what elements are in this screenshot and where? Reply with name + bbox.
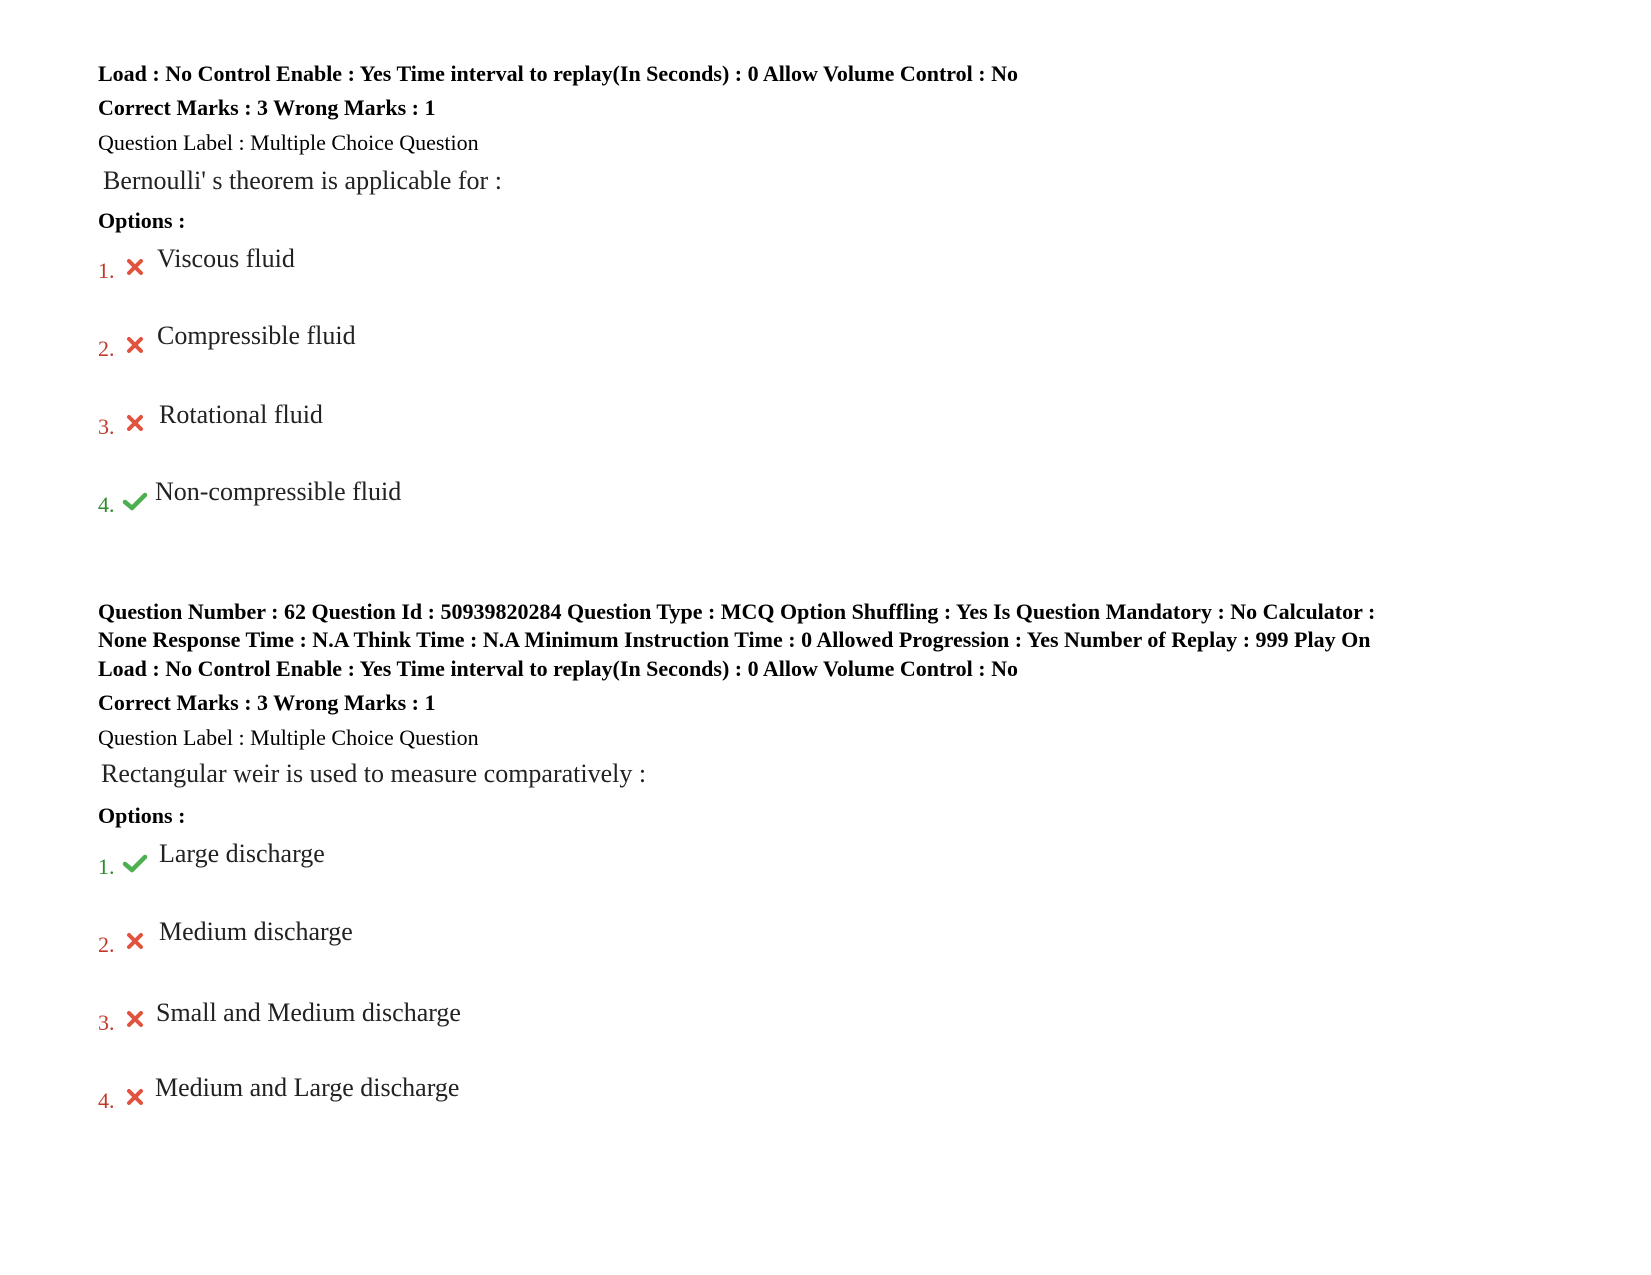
option-number: 4. bbox=[98, 492, 115, 517]
question-meta-line: Load : No Control Enable : Yes Time interval to replay(In Seconds) : 0 Allow Volume Control : No bbox=[98, 61, 1018, 86]
question-label: Question Label : Multiple Choice Question bbox=[98, 725, 479, 750]
option-number: 2. bbox=[98, 932, 115, 957]
option-text: Compressible fluid bbox=[157, 321, 356, 350]
option-number: 4. bbox=[98, 1088, 115, 1113]
option-text: Viscous fluid bbox=[157, 244, 295, 273]
option-number: 1. bbox=[98, 258, 115, 283]
question-label: Question Label : Multiple Choice Question bbox=[98, 130, 479, 155]
question-text: Rectangular weir is used to measure comparatively : bbox=[101, 759, 647, 788]
marks-line: Correct Marks : 3 Wrong Marks : 1 bbox=[98, 690, 436, 715]
option-number: 2. bbox=[98, 336, 115, 361]
option-text: Non-compressible fluid bbox=[155, 477, 402, 506]
question-text: Bernoulli' s theorem is applicable for : bbox=[103, 166, 502, 195]
option-text: Medium and Large discharge bbox=[155, 1073, 460, 1102]
options-title: Options : bbox=[98, 208, 186, 233]
option-number: 1. bbox=[98, 854, 115, 879]
check-icon bbox=[122, 490, 148, 512]
option-text: Rotational fluid bbox=[159, 400, 323, 429]
marks-line: Correct Marks : 3 Wrong Marks : 1 bbox=[98, 95, 436, 120]
cross-icon bbox=[124, 256, 146, 278]
question-meta-line: Load : No Control Enable : Yes Time interval to replay(In Seconds) : 0 Allow Volume Control : No bbox=[98, 656, 1018, 681]
check-icon bbox=[122, 852, 148, 874]
cross-icon bbox=[124, 1086, 146, 1108]
cross-icon bbox=[124, 412, 146, 434]
cross-icon bbox=[124, 930, 146, 952]
question-meta-line: None Response Time : N.A Think Time : N.A Minimum Instruction Time : 0 Allowed Progression : Yes Number of Replay : 999 Play On bbox=[98, 627, 1371, 652]
option-number: 3. bbox=[98, 414, 115, 439]
option-text: Medium discharge bbox=[159, 917, 353, 946]
option-number: 3. bbox=[98, 1010, 115, 1035]
option-text: Large discharge bbox=[159, 839, 325, 868]
question-meta-line: Question Number : 62 Question Id : 50939820284 Question Type : MCQ Option Shuffling : Yes Is Question Mandatory : No Calculator : bbox=[98, 599, 1376, 624]
cross-icon bbox=[124, 334, 146, 356]
option-text: Small and Medium discharge bbox=[156, 998, 461, 1027]
options-title: Options : bbox=[98, 803, 186, 828]
cross-icon bbox=[124, 1008, 146, 1030]
